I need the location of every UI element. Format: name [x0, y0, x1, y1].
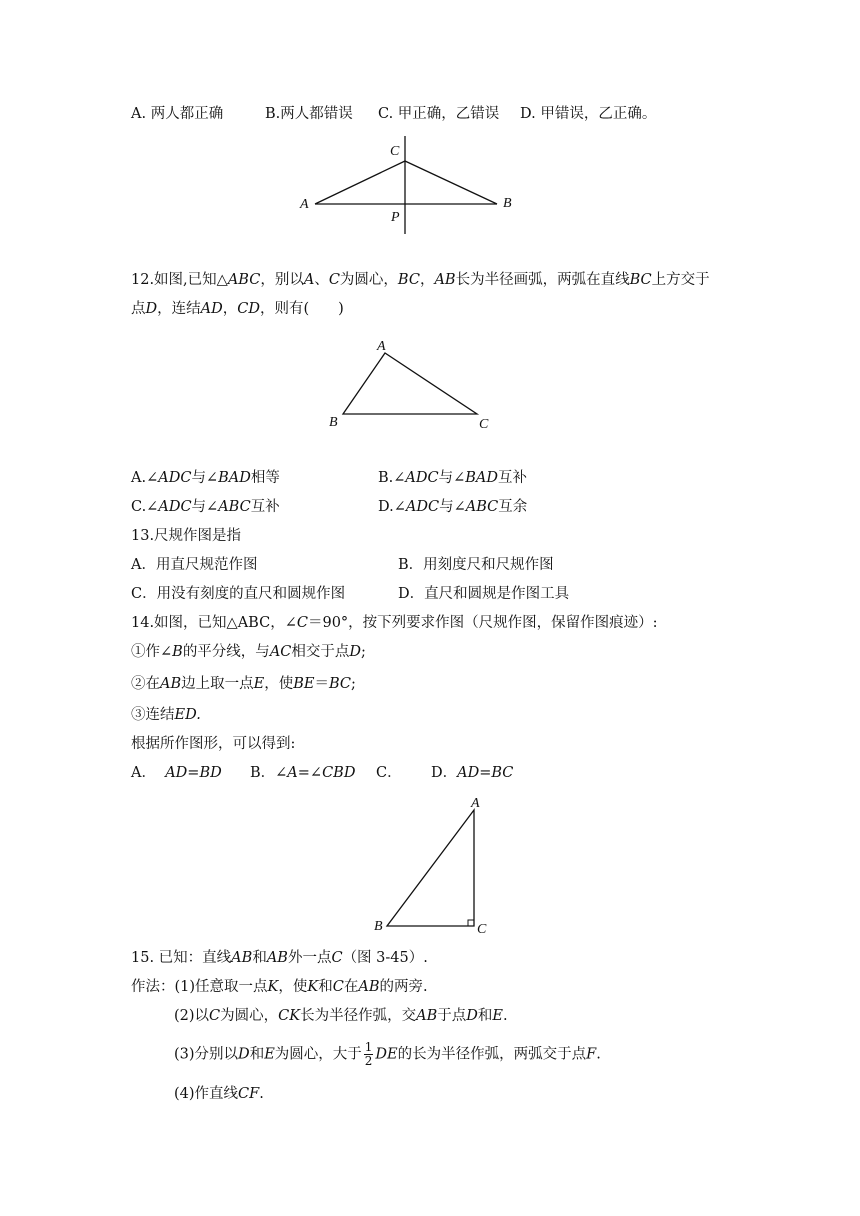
var: F [586, 1046, 597, 1063]
var: ED. [174, 707, 201, 723]
text: 互余 [498, 499, 528, 515]
label-c: C [479, 417, 489, 432]
var: ADC [405, 499, 440, 515]
text: 边上取一点 [181, 676, 254, 692]
var: K [267, 979, 279, 995]
text: 和 [477, 1008, 493, 1024]
var: AD=BC [457, 765, 514, 781]
text: D.∠ [378, 499, 406, 515]
var: AB [160, 676, 182, 692]
text: ＝ [314, 676, 329, 692]
text: 相交于点 [291, 644, 350, 660]
var: BC [328, 676, 352, 692]
q12-stem-line1 [131, 270, 710, 290]
var: AB [434, 272, 456, 288]
var: ADC [158, 470, 192, 486]
text: 在 [343, 979, 359, 995]
text: ③连结 [131, 707, 175, 723]
text: 与∠ [191, 499, 219, 515]
q13-option-a: A．用直尺规范作图 [131, 557, 258, 573]
text: 和 [249, 1046, 265, 1063]
label-c: C [477, 922, 487, 937]
q11-figure [290, 132, 530, 238]
text: ， [419, 272, 435, 288]
text: A.∠ [131, 470, 159, 486]
text: . [259, 1086, 264, 1102]
fraction-one-half [364, 1041, 374, 1068]
text: ， [222, 301, 238, 317]
var: C [332, 979, 344, 995]
text: 为圆心，大于 [274, 1046, 362, 1063]
text: ，连结 [157, 301, 201, 317]
var: A [303, 272, 315, 288]
q14-stem [131, 613, 658, 633]
q12-figure [320, 334, 500, 434]
text: . [502, 1008, 508, 1024]
right-triangle-abc [387, 810, 474, 926]
text: 14.如图，已知△ABC，∠ [131, 615, 297, 631]
text: 为圆心， [339, 272, 398, 288]
q13-option-b: B．用刻度尺和尺规作图 [398, 557, 554, 573]
q15-step4 [174, 1084, 264, 1104]
text: 与∠ [438, 470, 466, 486]
var: D [145, 301, 158, 317]
text: 15. 已知：直线 [131, 950, 232, 966]
var: CF [238, 1086, 260, 1102]
var: AC [269, 644, 292, 660]
fraction-numerator: 1 [364, 1040, 373, 1054]
text: ＝90°，按下列要求作图（尺规作图，保留作图痕迹）: [307, 615, 658, 631]
q14-step1 [131, 642, 366, 662]
var: K [307, 979, 319, 995]
text: 长为半径画弧，两弧在直线 [455, 272, 630, 288]
var: C [296, 615, 308, 631]
var: D [466, 1008, 478, 1024]
var: BAD [465, 470, 499, 486]
text: B． [250, 765, 276, 781]
text: D． [431, 765, 458, 781]
text: . [596, 1046, 601, 1063]
text: 点 [131, 301, 146, 317]
q14-figure [368, 792, 498, 938]
text: (4)作直线 [174, 1086, 239, 1102]
var: AB [358, 979, 380, 995]
q11-option-d: D. 甲错误，乙正确。 [520, 106, 657, 122]
var: E [253, 676, 265, 692]
label-c: C [390, 144, 400, 159]
text: 的两旁. [379, 979, 428, 995]
text: 作法：(1)任意取一点 [131, 979, 268, 995]
q12-option-b [378, 468, 527, 488]
q15-step3 [174, 1041, 601, 1068]
q13-option-d: D．直尺和圆规是作图工具 [398, 586, 570, 602]
q15-stem [131, 948, 428, 968]
var: DE [375, 1046, 398, 1063]
text: (3)分别以 [174, 1046, 239, 1063]
text: C.∠ [131, 499, 159, 515]
text: (2)以 [174, 1008, 210, 1024]
text: ，使 [278, 979, 308, 995]
var: ABC [218, 499, 251, 515]
q14-step3 [131, 705, 201, 725]
var: BC [629, 272, 652, 288]
text: ; [361, 644, 366, 660]
text: 上方交于 [651, 272, 710, 288]
q12-option-d [378, 497, 527, 517]
var: BC [397, 272, 420, 288]
text: 外一点 [287, 950, 332, 966]
text: 长为半径作弧，交 [300, 1008, 417, 1024]
var: CD [237, 301, 260, 317]
q11-option-c: C. 甲正确，乙错误 [378, 106, 500, 122]
var: AB [416, 1008, 438, 1024]
var: C [209, 1008, 221, 1024]
text: ①作∠ [131, 644, 173, 660]
text: 的平分线，与 [182, 644, 270, 660]
fraction-denominator: 2 [364, 1054, 373, 1068]
q14-option-b [250, 763, 355, 783]
label-b: B [329, 415, 338, 430]
label-b: B [374, 919, 383, 934]
segment-cb [405, 161, 497, 204]
text: 互补 [498, 470, 528, 486]
var: E [492, 1008, 503, 1024]
var: D [349, 644, 362, 660]
text: 和 [252, 950, 267, 966]
var: D [238, 1046, 250, 1063]
text: （图 3-45）. [342, 950, 428, 966]
text: ，别以 [260, 272, 304, 288]
var: C [331, 950, 343, 966]
q11-option-a: A. 两人都正确 [131, 106, 224, 122]
var: C [328, 272, 340, 288]
q13-option-c: C．用没有刻度的直尺和圆规作图 [131, 586, 346, 602]
var: B [172, 644, 183, 660]
right-angle-mark [468, 920, 474, 926]
text: ②在 [131, 676, 160, 692]
label-a: A [300, 197, 309, 212]
label-b: B [503, 196, 512, 211]
text: 的长为半径作弧，两弧交于点 [397, 1046, 587, 1063]
var: ABC [465, 499, 499, 515]
text: 与∠ [191, 470, 219, 486]
text: 、 [314, 272, 329, 288]
q14-option-c: C． [376, 765, 402, 781]
var: ∠A=∠CBD [275, 765, 356, 781]
text: 12.如图,已知△ [131, 272, 228, 288]
text: 互补 [250, 499, 280, 515]
var: AD=BD [165, 765, 222, 781]
text: 于点 [437, 1008, 467, 1024]
text: ，则有( ) [259, 301, 344, 317]
var: ABC [227, 272, 261, 288]
var: CK [278, 1008, 301, 1024]
q13-stem: 13.尺规作图是指 [131, 528, 242, 544]
q14-option-a [131, 763, 222, 783]
label-p: P [391, 210, 400, 225]
var: AD [200, 301, 223, 317]
text: 为圆心， [220, 1008, 279, 1024]
text: B.∠ [378, 470, 406, 486]
label-a: A [377, 339, 386, 354]
var: BAD [218, 470, 251, 486]
q11-option-b: B.两人都错误 [265, 106, 353, 122]
triangle-abc [343, 353, 477, 414]
q12-stem-line2 [131, 299, 344, 319]
text: 相等 [250, 470, 280, 486]
q14-step2 [131, 674, 356, 694]
text: A． [131, 765, 156, 781]
text: ，使 [264, 676, 294, 692]
q14-option-d [431, 763, 513, 783]
q15-step1 [131, 977, 428, 997]
text: 和 [318, 979, 333, 995]
segment-ac [315, 161, 405, 204]
var: ADC [158, 499, 192, 515]
q15-step2 [174, 1006, 508, 1026]
var: ADC [405, 470, 439, 486]
var: E [264, 1046, 275, 1063]
text: ; [351, 676, 356, 692]
label-a: A [471, 796, 480, 811]
var: BE [293, 676, 315, 692]
var: AB [231, 950, 253, 966]
text: 与∠ [439, 499, 466, 515]
q14-result: 根据所作图形，可以得到: [131, 736, 296, 752]
q12-option-c [131, 497, 280, 517]
var: AB [266, 950, 288, 966]
q12-option-a [131, 468, 280, 488]
